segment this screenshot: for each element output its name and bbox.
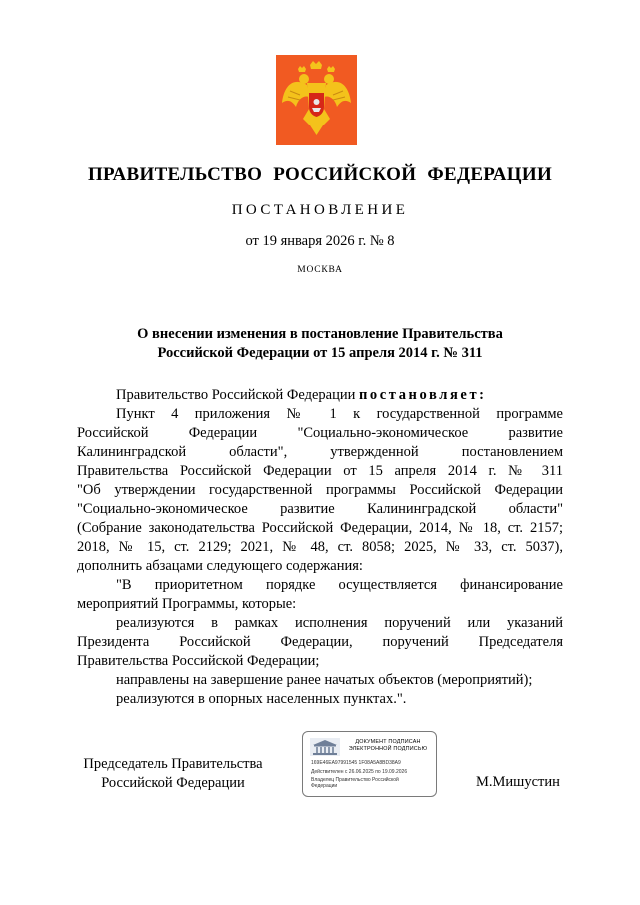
body-line: направлены на завершение ранее начатых объектов (мероприятий); [116, 672, 533, 688]
coat-of-arms-icon [276, 55, 357, 145]
signatory-position-line: Председатель Правительства [83, 756, 263, 772]
stamp-certificate: 169E46EA97991545 1F08A5A8BD38A9 [311, 760, 401, 766]
electronic-signature-stamp [302, 731, 437, 797]
decree-verb: постановляет: [358, 387, 487, 403]
body-line: (Собрание законодательства Российской Федерации, 2014, № 18, ст. 2157; [77, 520, 563, 536]
body-line: Правительства Российской Федерации; [77, 653, 320, 669]
document-type: ПОСТАНОВЛЕНИЕ [231, 202, 409, 218]
body-line: Калининградской области", утвержденной постановлением [77, 444, 563, 460]
body-line: "Социально-экономическое развитие Калининградской области" [77, 501, 563, 517]
stamp-owner: Федерации [311, 783, 338, 789]
body-line: "В приоритетном порядке осуществляется финансирование [116, 577, 563, 593]
body-line: Пункт 4 приложения № 1 к государственной программе [116, 406, 563, 422]
document-subject [0, 325, 640, 363]
body-line: мероприятий Программы, которые: [77, 596, 297, 612]
signatory-position [68, 755, 278, 793]
stamp-title-line: ЭЛЕКТРОННОЙ ПОДПИСЬЮ [348, 746, 428, 752]
body-line: "Об утверждении государственной программы Российской Федерации [77, 482, 563, 498]
body-line: Российской Федерации "Социально-экономическое развитие [77, 425, 563, 441]
document-city: МОСКВА [297, 265, 343, 275]
subject-line: О внесении изменения в постановление Правительства [137, 326, 503, 342]
body-line: дополнить абзацами следующего содержания: [77, 558, 363, 574]
signatory-position-line: Российской Федерации [101, 775, 245, 791]
stamp-title-line: ДОКУМЕНТ ПОДПИСАН [355, 739, 421, 745]
stamp-validity: Действителен с 26.06.2025 по 19.09.2026 [311, 769, 408, 775]
signatory-name: М.Мишустин [476, 774, 560, 790]
decree-opening [77, 386, 563, 405]
decree-subject: Правительство Российской Федерации [116, 387, 356, 403]
government-title: ПРАВИТЕЛЬСТВО РОССИЙСКОЙ ФЕДЕРАЦИИ [87, 164, 553, 185]
body-line: Правительства Российской Федерации от 15 апреля 2014 г. № 311 [77, 463, 563, 479]
stamp-owner: Владелец Правительство Российской [311, 777, 399, 783]
body-line: реализуются в опорных населенных пунктах.". [116, 691, 407, 707]
government-building-icon [310, 738, 340, 756]
stamp-title [341, 739, 435, 753]
body-line: Президента Российской Федерации, поручений Председателя [77, 634, 563, 650]
document-date-number: от 19 января 2026 г. № 8 [245, 233, 395, 249]
body-line: реализуются в рамках исполнения поручений или указаний [116, 615, 563, 631]
subject-line: Российской Федерации от 15 апреля 2014 г. № 311 [157, 345, 483, 361]
body-line: 2018, № 15, ст. 2129; 2021, № 48, ст. 8058; 2025, № 33, ст. 5037), [77, 539, 563, 555]
document-body [77, 386, 563, 709]
